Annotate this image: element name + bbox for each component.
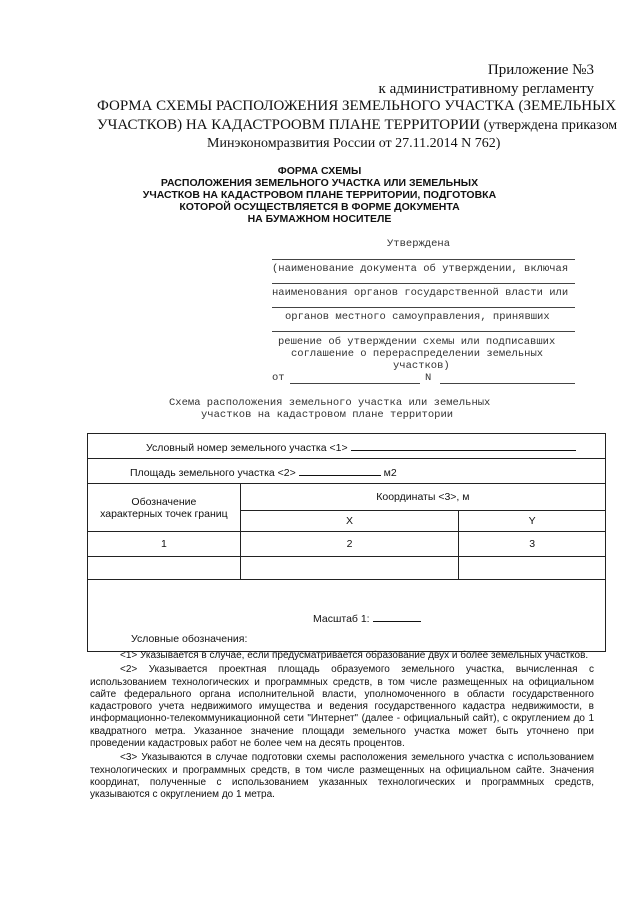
area-unit: м2 xyxy=(383,466,397,479)
x-header: X xyxy=(240,511,459,532)
approval-date-line xyxy=(290,383,420,384)
area-label: Площадь земельного участка <2> xyxy=(130,466,296,479)
empty-cell-3 xyxy=(459,557,606,580)
scale-label: Масштаб 1: xyxy=(313,613,370,625)
scale-blank xyxy=(373,610,421,622)
footnote-1: <1> Указывается в случае, если предусматривается образование двух и более земельных участков. xyxy=(120,650,589,661)
empty-data-row xyxy=(88,557,606,580)
form-title-line-4: КОТОРОЙ ОСУЩЕСТВЛЯЕТСЯ В ФОРМЕ ДОКУМЕНТА xyxy=(179,201,460,213)
scale-cell xyxy=(88,580,606,652)
form-title-line-2: РАСПОЛОЖЕНИЯ ЗЕМЕЛЬНОГО УЧАСТКА ИЛИ ЗЕМЕЛЬНЫХ xyxy=(160,177,479,189)
appendix-subtitle: к административному регламенту xyxy=(378,81,594,97)
area-cell xyxy=(88,459,606,484)
appendix-title: Приложение №3 xyxy=(487,62,594,78)
approval-text-4: решение об утверждении схемы или подписавших xyxy=(278,336,556,348)
document-title-line-3: Минэкономразвития России от 27.11.2014 N 762) xyxy=(207,136,501,151)
footnote-3: <3> Указываются в случае подготовки схемы расположения земельного участка с использованием технологических и программных средств, в том числе размещенных на официальном сайте. Значения координат, полученные с использованием указанных технологических и программных средств, указываются с округлением до 1 метра. xyxy=(90,752,594,801)
scale-line xyxy=(313,610,421,625)
legend-label: Условные обозначения: xyxy=(131,633,248,645)
y-header: Y xyxy=(459,511,606,532)
footnotes xyxy=(90,650,594,802)
scheme-title-line-1: Схема расположения земельного участка или земельных xyxy=(169,397,491,409)
header-row xyxy=(88,484,606,511)
document-title-note: (утверждена приказом xyxy=(480,118,618,133)
approval-label: Утверждена xyxy=(387,238,451,250)
area-blank xyxy=(299,464,381,476)
scale-row xyxy=(88,580,606,652)
plot-number-cell xyxy=(88,434,606,459)
scheme-title-line-2: участков на кадастровом плане территории xyxy=(201,409,454,421)
footnote-2: <2> Указывается проектная площадь образуемого земельного участка, вычисленная с использованием технологических и программных средств, в том числе размещенных на официальном сайте федерального органа исполнительной власти, уполномоченного в области государственного кадастрового учета недвижимого имущества и ведения государственного кадастра недвижимости, в информационно-телекоммуникационной сети "Интернет" (далее - официальный сайт), с округлением до 1 квадратного метра. Указанное значение площади земельного участка может быть уточнено при проведении кадастровых работ не более чем на десять процентов. xyxy=(90,664,594,750)
approval-underline-3 xyxy=(272,307,575,308)
empty-cell-1 xyxy=(88,557,241,580)
approval-number-label: N xyxy=(425,372,432,384)
form-title-line-5: НА БУМАЖНОМ НОСИТЕЛЕ xyxy=(247,213,392,225)
plot-number-label: Условный номер земельного участка <1> xyxy=(146,441,348,454)
document-title-line-1: ФОРМА СХЕМЫ РАСПОЛОЖЕНИЯ ЗЕМЕЛЬНОГО УЧАСТКА (ЗЕМЕЛЬНЫХ xyxy=(97,98,617,114)
coords-header: Координаты <3>, м xyxy=(240,484,605,511)
plot-number-blank xyxy=(351,439,576,451)
form-title-line-1: ФОРМА СХЕМЫ xyxy=(277,165,362,177)
column-number-row xyxy=(88,532,606,557)
points-header-line-2: характерных точек границ xyxy=(100,507,228,520)
approval-text-1: (наименование документа об утверждении, включая xyxy=(272,263,569,275)
approval-from-label: от xyxy=(272,372,285,384)
scheme-table xyxy=(87,433,606,652)
form-title-line-3: УЧАСТКОВ НА КАДАСТРОВОМ ПЛАНЕ ТЕРРИТОРИИ, ПОДГОТОВКА xyxy=(142,189,497,201)
plot-number-row xyxy=(88,434,606,459)
approval-underline-1 xyxy=(272,259,575,260)
approval-text-2: наименования органов государственной власти или xyxy=(272,287,569,299)
approval-text-6: участков) xyxy=(393,360,450,372)
area-row xyxy=(88,459,606,484)
approval-underline-4 xyxy=(272,331,575,332)
col-number-3: 3 xyxy=(459,532,606,557)
approval-text-5: соглашение о перераспределении земельных xyxy=(291,348,544,360)
document-title-line-2-main: УЧАСТКОВ) НА КАДАСТРООВМ ПЛАНЕ ТЕРРИТОРИИ xyxy=(97,117,481,133)
points-header-cell xyxy=(88,484,241,532)
col-number-2: 2 xyxy=(240,532,459,557)
document-title-line-2 xyxy=(97,117,617,134)
col-number-1: 1 xyxy=(88,532,241,557)
approval-text-3: органов местного самоуправления, принявших xyxy=(285,311,550,323)
approval-underline-2 xyxy=(272,283,575,284)
approval-number-line xyxy=(440,383,575,384)
points-header-line-1: Обозначение xyxy=(131,495,197,508)
empty-cell-2 xyxy=(240,557,459,580)
